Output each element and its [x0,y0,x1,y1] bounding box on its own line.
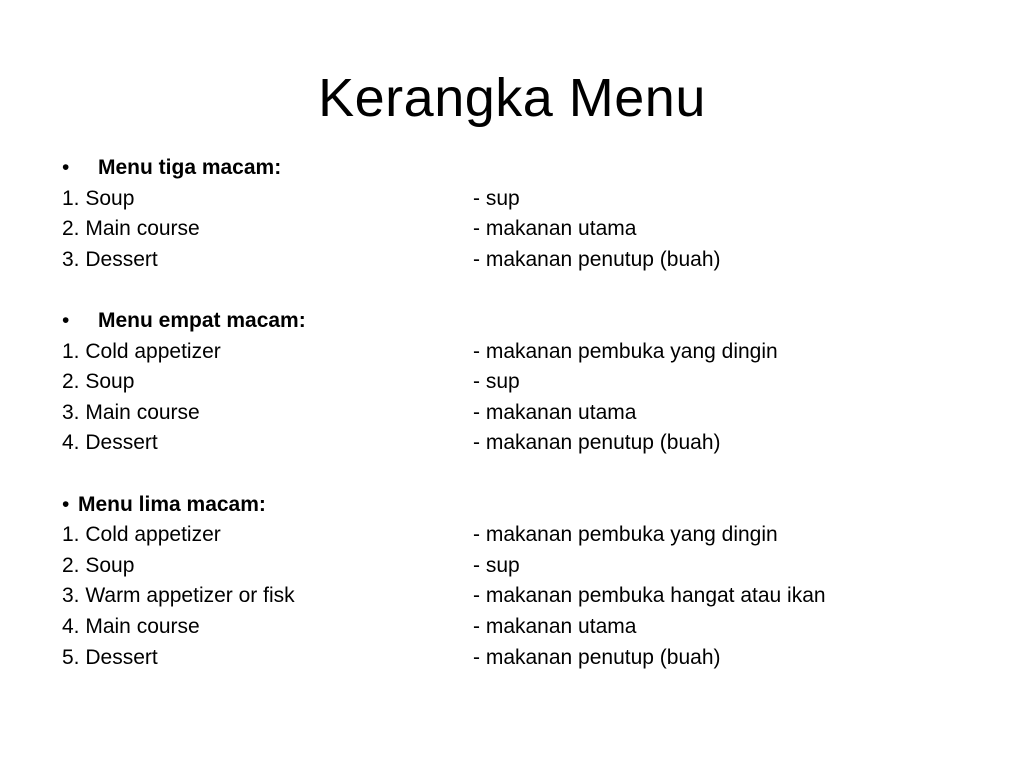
bullet-icon: • [62,156,70,179]
item-english: 1. Cold appetizer [62,339,221,363]
item-indonesian: - makanan utama [473,400,637,424]
list-item [62,367,962,398]
list-item [62,428,962,459]
list-item [62,551,962,582]
bullet-icon: • [62,308,70,332]
item-english: 3. Dessert [62,247,158,271]
item-english: 4. Main course [62,614,200,638]
list-item [62,581,962,612]
list-item [62,245,962,276]
spacer [62,459,962,490]
item-english: 2. Main course [62,217,200,241]
slide-body [62,153,962,673]
list-item [62,643,962,674]
section-heading [62,306,962,337]
item-indonesian: - sup [473,553,520,577]
item-english: 3. Main course [62,400,200,424]
item-indonesian: - sup [473,186,520,210]
item-indonesian: - sup [473,370,520,394]
item-indonesian: - makanan penutup (buah) [473,645,721,669]
list-item [62,214,962,245]
bullet-icon: • [62,492,70,516]
item-indonesian: - makanan pembuka yang dingin [473,523,778,547]
section-heading [62,153,962,184]
item-english: 1. Cold appetizer [62,523,221,547]
item-english: 1. Soup [62,186,135,210]
item-indonesian: - makanan pembuka yang dingin [473,339,778,363]
item-indonesian: - makanan pembuka hangat atau ikan [473,584,826,608]
item-english: 3. Warm appetizer or fisk [62,584,295,608]
slide-title: Kerangka Menu [318,68,706,128]
section-heading-text: Menu tiga macam: [98,156,282,179]
item-english: 5. Dessert [62,645,158,669]
item-indonesian: - makanan utama [473,614,637,638]
list-item [62,184,962,215]
list-item [62,520,962,551]
list-item [62,398,962,429]
item-indonesian: - makanan penutup (buah) [473,247,721,271]
item-english: 2. Soup [62,370,135,394]
section-heading-text: Menu empat macam: [98,308,306,332]
list-item [62,337,962,368]
list-item [62,612,962,643]
item-indonesian: - makanan utama [473,217,637,241]
item-indonesian: - makanan penutup (buah) [473,431,721,455]
item-english: 4. Dessert [62,431,158,455]
spacer [62,275,962,306]
item-english: 2. Soup [62,553,135,577]
section-heading-text: Menu lima macam: [78,492,266,516]
section-heading [62,490,962,521]
